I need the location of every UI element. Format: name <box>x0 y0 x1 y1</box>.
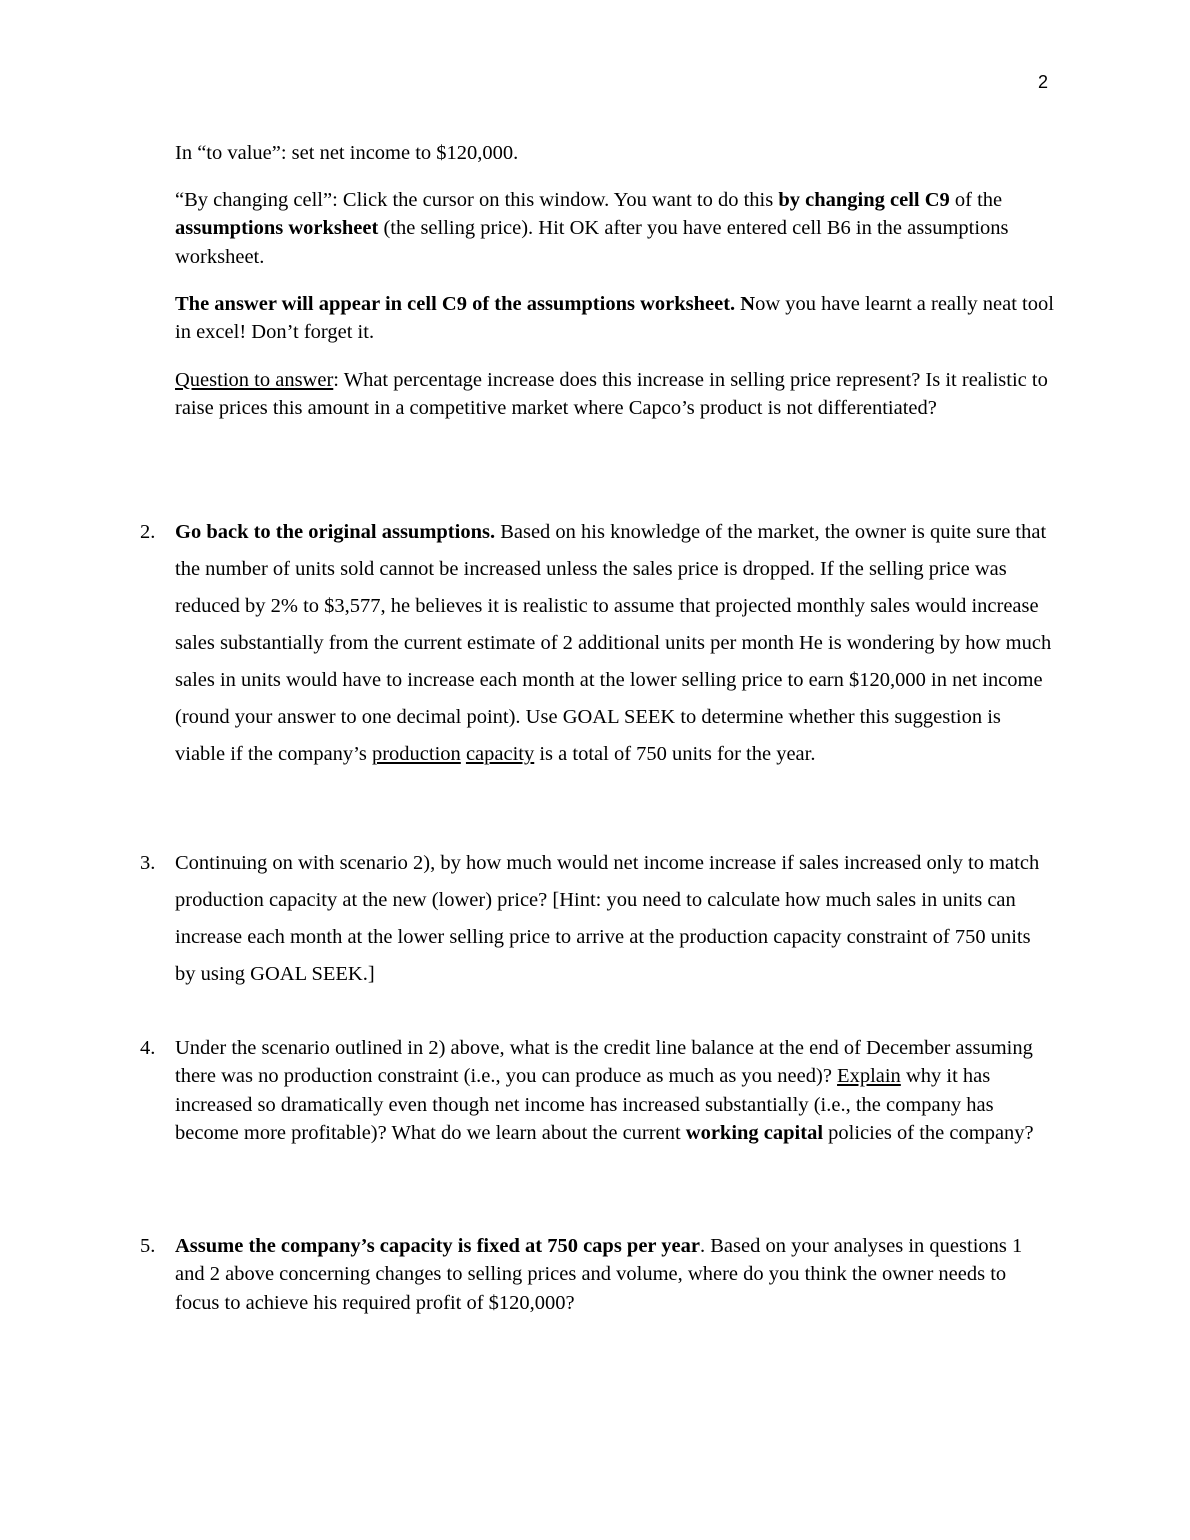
text: . Based on your analyses in questions 1 and 2 above concerning changes to selling prices and volume, where do you think the owner needs to focus to achieve his required profit of $120,000? <box>175 1235 1023 1314</box>
text: : What percentage increase does this increase in selling price represent? Is it realistic to raise prices this amount in a competitive market where Capco’s product is not differentiated? <box>175 369 1048 420</box>
bold-text: by changing cell C9 <box>778 189 950 211</box>
list-number: 5. <box>140 1235 156 1257</box>
text: ow you have learnt a really neat tool in excel! Don’t forget it. <box>175 293 1054 344</box>
underlined-text: production <box>371 743 461 765</box>
list-item-3 <box>140 845 1055 993</box>
text: In “to value”: set net income to $120,000. <box>175 142 519 164</box>
list-item-body <box>175 514 1055 773</box>
list-number: 3. <box>140 852 156 874</box>
underlined-text: Question to answer <box>175 369 334 391</box>
bold-text: assumptions worksheet <box>175 217 379 240</box>
paragraph-by-changing-cell <box>175 186 1055 271</box>
bold-text: Assume the company’s capacity is fixed at 750 caps per year <box>175 1235 700 1257</box>
underlined-text: Explain <box>837 1065 901 1088</box>
paragraph-answer-location <box>175 290 1055 347</box>
bold-text: Go back to the original assumptions. <box>175 521 496 543</box>
list-item-body: Continuing on with scenario 2), by how much would net income increase if sales increased only to match production capacity at the new (lower) price? [Hint: you need to calculate how much sales in units can increase each month at the lower selling price to arrive at the production capacity constraint of 750 units by using GOAL SEEK.] <box>175 852 1040 985</box>
bold-text: working capital <box>685 1121 824 1144</box>
text: policies of the company? <box>823 1121 1034 1144</box>
paragraph-to-value <box>175 139 1055 167</box>
page-number: 2 <box>1038 72 1049 92</box>
list-item-body <box>175 1034 1055 1147</box>
underlined-text: capacity <box>465 743 535 765</box>
bold-text: The answer will appear in cell C9 of the assumptions worksheet. N <box>175 293 756 315</box>
list-item-body <box>175 1232 1055 1317</box>
list-number: 2. <box>140 521 156 543</box>
text: “By changing cell”: Click the cursor on this window. You want to do this <box>175 189 779 211</box>
text: is a total of 750 units for the year. <box>534 743 816 765</box>
paragraph-question-to-answer <box>175 366 1055 423</box>
text: Based on his knowledge of the market, the owner is quite sure that the number of units sold cannot be increased unless the sales price is dropped. If the selling price was reduced by 2% to $3,577, he believes it is realistic to assume that projected monthly sales would increase sales substantially from the current estimate of 2 additional units per month He is wondering by how much sales in units would have to increase each month at the lower selling price to earn $120,000 in net income (round your answer to one decimal point). Use GOAL SEEK to determine whether this suggestion is viable if the company’s <box>175 521 1052 765</box>
list-item-4 <box>140 1034 1055 1147</box>
text: why it has increased so dramatically even though net income has increased substantially (i.e., the company has become more profitable)? What do we learn about the current <box>175 1065 994 1144</box>
list-item-5 <box>140 1232 1055 1317</box>
text: of the <box>949 189 1003 211</box>
list-number: 4. <box>140 1037 156 1059</box>
text: (the selling price). Hit OK after you have entered cell B6 in the assumptions worksheet. <box>175 217 1009 268</box>
list-item-2 <box>140 514 1055 773</box>
text: Under the scenario outlined in 2) above, what is the credit line balance at the end of December assuming there was no production constraint (i.e., you can produce as much as you need)? <box>175 1037 1033 1088</box>
